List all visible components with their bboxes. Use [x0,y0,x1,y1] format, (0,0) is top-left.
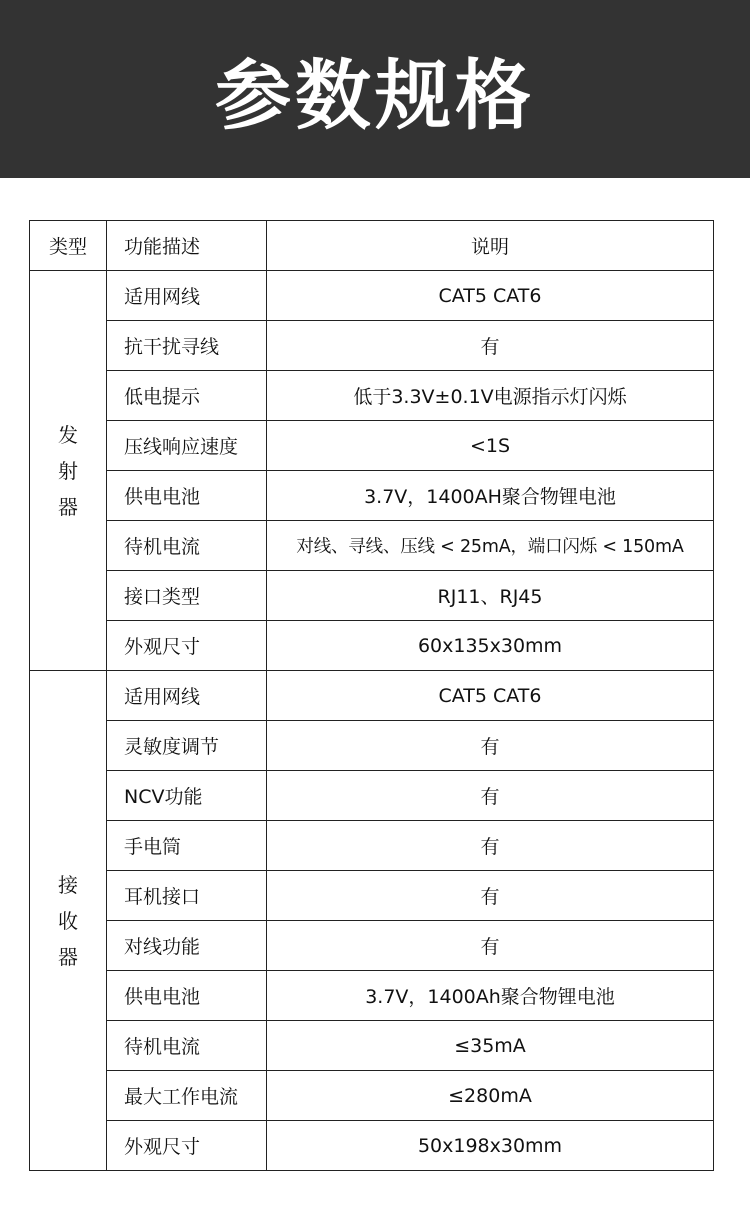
table-header-row [30,221,714,271]
feature-cell: 耳机接口 [107,871,267,921]
description-cell: CAT5 CAT6 [267,671,714,721]
feature-cell: 适用网线 [107,271,267,321]
description-cell: 3.7V，1400AH聚合物锂电池 [267,471,714,521]
group-type-receiver [30,671,107,1171]
table-row [30,1121,714,1171]
table-row [30,471,714,521]
description-cell: 低于3.3V±0.1V电源指示灯闪烁 [267,371,714,421]
table-row [30,621,714,671]
description-cell: 有 [267,321,714,371]
table-row [30,271,714,321]
description-cell: 有 [267,921,714,971]
header-description: 说明 [267,221,714,271]
feature-cell: 压线响应速度 [107,421,267,471]
group-type-transmitter [30,271,107,671]
description-cell: 3.7V，1400Ah聚合物锂电池 [267,971,714,1021]
feature-cell: 适用网线 [107,671,267,721]
description-cell: 有 [267,771,714,821]
header-type: 类型 [30,221,107,271]
feature-cell: 最大工作电流 [107,1071,267,1121]
table-row [30,921,714,971]
spec-table [29,220,714,1171]
description-cell: CAT5 CAT6 [267,271,714,321]
table-row [30,721,714,771]
feature-cell: 外观尺寸 [107,621,267,671]
table-row [30,571,714,621]
description-cell: 对线、寻线、压线 < 25mA，端口闪烁 < 150mA [267,521,714,571]
feature-cell: 灵敏度调节 [107,721,267,771]
description-cell: 有 [267,871,714,921]
feature-cell: 对线功能 [107,921,267,971]
table-row [30,821,714,871]
group-type-label: 接收器 [58,872,78,969]
feature-cell: 抗干扰寻线 [107,321,267,371]
table-row [30,671,714,721]
description-cell: ≤35mA [267,1021,714,1071]
table-row [30,971,714,1021]
feature-cell: 低电提示 [107,371,267,421]
table-row [30,1021,714,1071]
description-cell: 有 [267,721,714,771]
table-row [30,1071,714,1121]
description-cell: ≤280mA [267,1071,714,1121]
table-row [30,321,714,371]
table-row [30,521,714,571]
feature-cell: 接口类型 [107,571,267,621]
description-cell: 有 [267,821,714,871]
table-row [30,871,714,921]
description-cell: <1S [267,421,714,471]
feature-cell: 手电筒 [107,821,267,871]
feature-cell: 供电电池 [107,971,267,1021]
description-cell: RJ11、RJ45 [267,571,714,621]
header-feature: 功能描述 [107,221,267,271]
page-header [0,0,750,178]
page-title: 参数规格 [215,50,535,140]
description-cell: 60x135x30mm [267,621,714,671]
description-cell: 50x198x30mm [267,1121,714,1171]
feature-cell: NCV功能 [107,771,267,821]
table-row [30,371,714,421]
feature-cell: 外观尺寸 [107,1121,267,1171]
feature-cell: 供电电池 [107,471,267,521]
feature-cell: 待机电流 [107,521,267,571]
table-row [30,421,714,471]
table-row [30,771,714,821]
feature-cell: 待机电流 [107,1021,267,1071]
group-type-label: 发射器 [58,422,78,519]
